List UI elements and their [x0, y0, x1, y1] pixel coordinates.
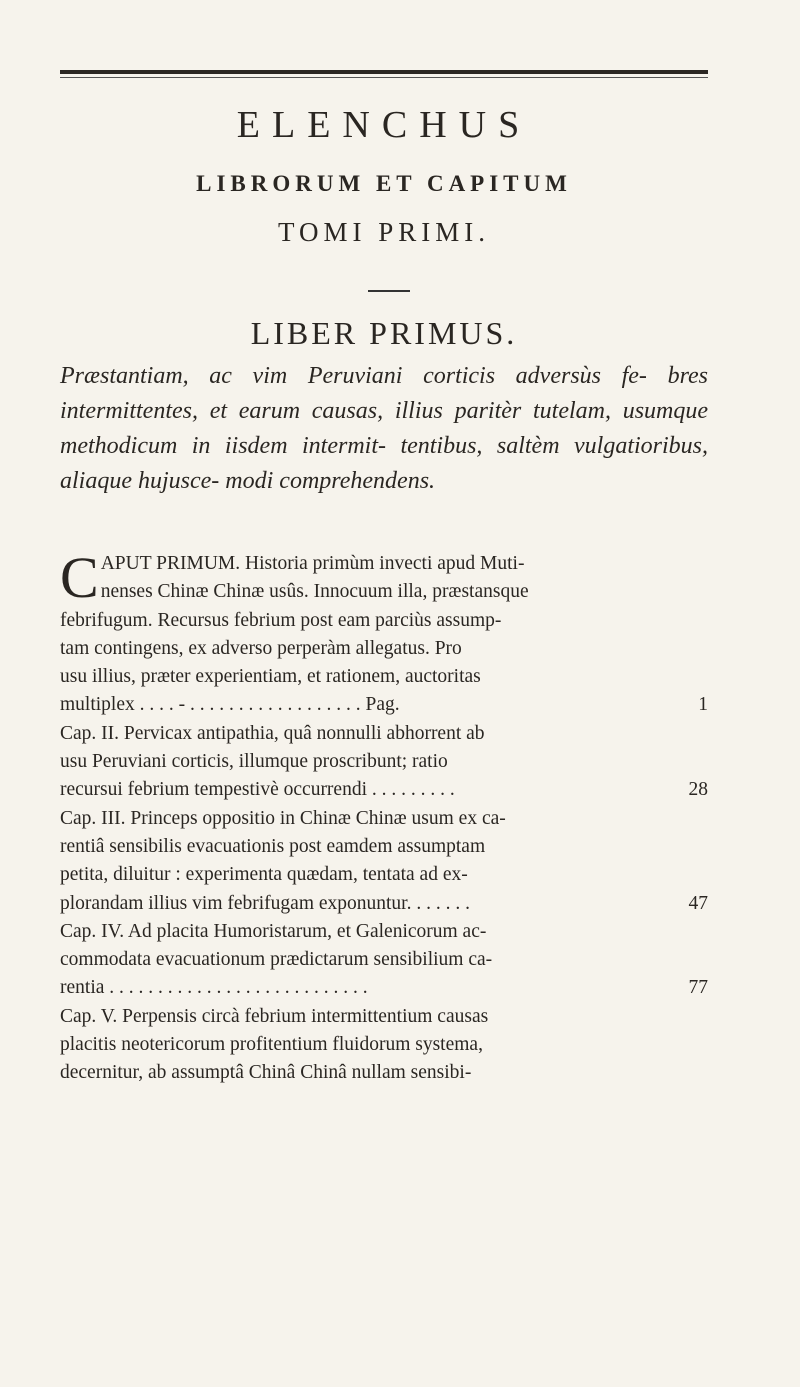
page-number: 77 [688, 977, 708, 999]
chapter-line: decernitur, ab assumptâ Chinâ Chinâ nullam sensibi- [60, 1062, 472, 1084]
page-number: 28 [688, 779, 708, 801]
chapter-line-leader: plorandam illius vim febrifugam exponuntur. . . . . . . [60, 892, 470, 914]
summary-line: tentibus, saltèm vulgatioribus, aliaque hujusce- [60, 433, 708, 494]
chapter-entry [60, 805, 708, 918]
book-summary [60, 359, 708, 499]
page-title: ELENCHUS [236, 104, 532, 146]
chapter-line: febrifugum. Recursus febrium post eam parciùs assump- [60, 609, 502, 631]
chapter-entry [60, 918, 708, 1003]
header-rule-thin [60, 77, 708, 78]
chapter-line: Cap. II. Pervicax antipathia, quâ nonnulli abhorrent ab [60, 722, 485, 744]
chapter-line: tam contingens, ex adverso perperàm allegatus. Pro [60, 637, 462, 659]
chapter-line: usu illius, præter experientiam, et rationem, auctoritas [60, 666, 481, 688]
chapter-line: placitis neotericorum profitentium fluidorum systema, [60, 1034, 483, 1056]
chapter-line: usu Peruviani corticis, illumque proscribunt; ratio [60, 751, 448, 773]
page-number: 47 [688, 892, 708, 914]
chapter-line: APUT PRIMUM. Historia primùm invecti apud Muti- [100, 553, 525, 574]
chapter-line: commodata evacuationum prædictarum sensibilium ca- [60, 949, 493, 971]
page-subtitle: LIBRORUM ET CAPITUM [196, 171, 572, 196]
volume-label: TOMI PRIMI. [277, 217, 491, 247]
chapter-entry [60, 720, 708, 805]
header-rule [60, 70, 708, 74]
chapter-line [60, 776, 708, 804]
summary-line: tutelam, usumque methodicum in iisdem intermit- [60, 398, 709, 459]
chapter-line [60, 890, 708, 918]
chapter-list [60, 545, 708, 1088]
chapter-line: Cap. V. Perpensis circà febrium intermittentium causas [60, 1005, 489, 1027]
drop-cap: C [60, 545, 99, 610]
summary-line: bres intermittentes, et earum causas, illius paritèr [60, 363, 709, 424]
chapter-entry [60, 545, 708, 720]
chapter-line-leader: rentia . . . . . . . . . . . . . . . . . . . . . . . . . . . [60, 977, 368, 999]
book-title: LIBER PRIMUS. [250, 315, 518, 351]
chapter-line: Cap. III. Princeps oppositio in Chinæ Chinæ usum ex ca- [60, 807, 506, 829]
chapter-line-leader: multiplex . . . . - . . . . . . . . . . . . . . . . . . Pag. [60, 694, 400, 716]
chapter-line [60, 974, 708, 1002]
chapter-line: petita, diluitur : experimenta quædam, tentata ad ex- [60, 864, 468, 886]
chapter-line-leader: recursui febrium tempestivè occurrendi . . . . . . . . . [60, 779, 455, 801]
summary-line: modi comprehendens. [225, 468, 436, 494]
section-divider [368, 290, 410, 292]
chapter-line [60, 691, 708, 719]
page-number: 1 [698, 694, 708, 716]
chapter-line: Cap. IV. Ad placita Humoristarum, et Galenicorum ac- [60, 920, 487, 942]
summary-line: Præstantiam, ac vim Peruviani corticis adversùs fe- [60, 363, 647, 389]
chapter-line: rentiâ sensibilis evacuationis post eamdem assumptam [60, 835, 486, 857]
chapter-line: nenses Chinæ Chinæ usûs. Innocuum illa, præstansque [100, 581, 529, 603]
chapter-entry [60, 1003, 708, 1088]
